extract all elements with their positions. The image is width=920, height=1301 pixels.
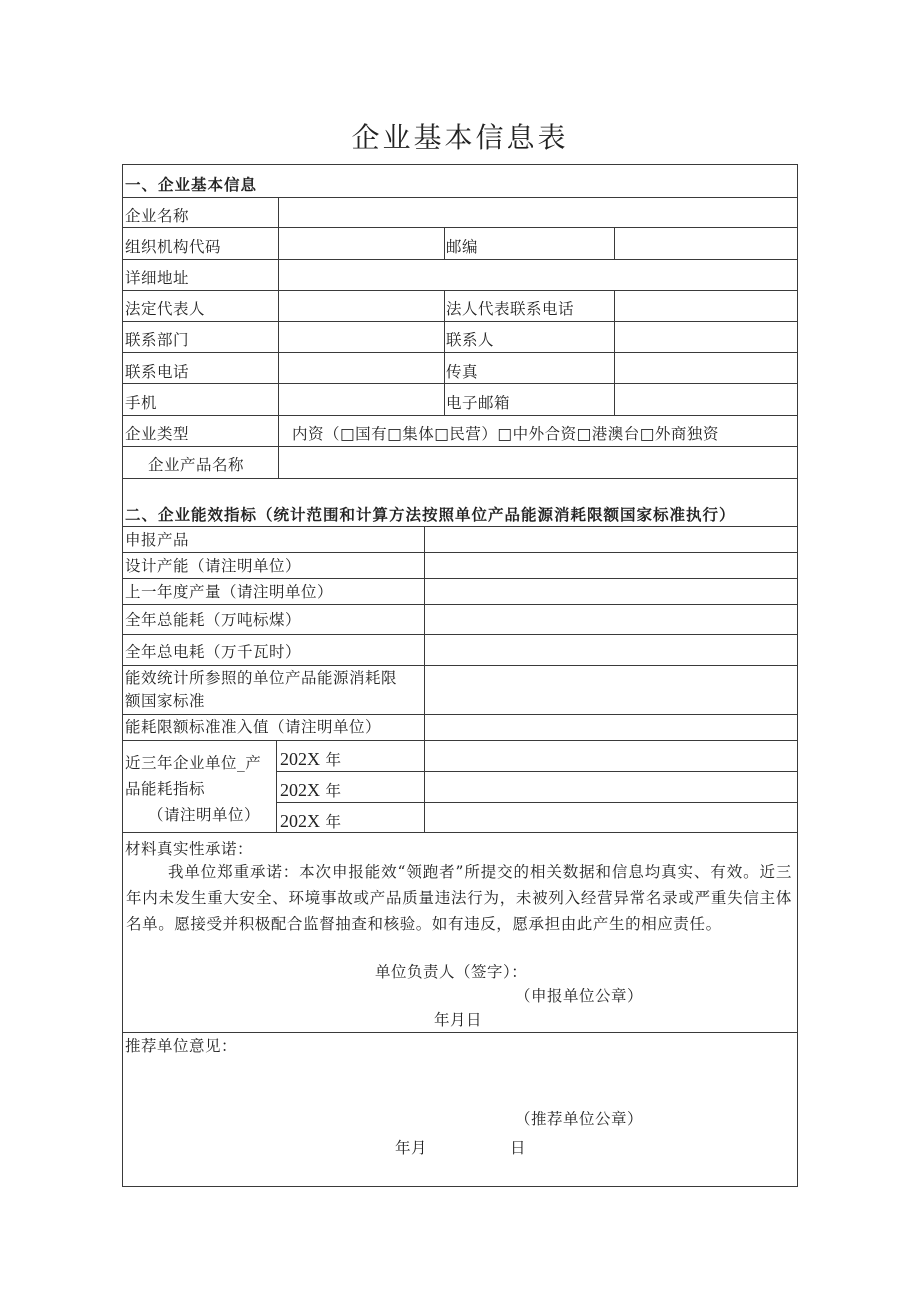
section2-heading: 二、企业能效指标（统计范围和计算方法按照单位产品能源消耗限额国家标准执行） bbox=[125, 505, 736, 524]
rule bbox=[122, 634, 798, 635]
form-border-left bbox=[122, 164, 123, 1187]
rule bbox=[122, 352, 798, 353]
rule bbox=[122, 478, 798, 479]
rule bbox=[276, 740, 277, 832]
year-row-2: 202X 年 bbox=[280, 780, 342, 800]
commitment-signer: 单位负责人（签字）： bbox=[375, 963, 528, 981]
address-label: 详细地址 bbox=[125, 269, 190, 287]
recommendation-date-year-month: 年月 bbox=[395, 1139, 428, 1157]
postcode-label: 邮编 bbox=[446, 238, 479, 256]
rule bbox=[122, 1032, 798, 1033]
rule bbox=[122, 526, 798, 527]
contact-person-label: 联系人 bbox=[446, 331, 495, 349]
rule bbox=[122, 227, 798, 228]
recommendation-date-day: 日 bbox=[510, 1139, 527, 1157]
commitment-seal: （申报单位公章） bbox=[515, 987, 644, 1005]
rule bbox=[122, 578, 798, 579]
rule bbox=[278, 197, 279, 478]
total-power-label: 全年总电耗（万千瓦时） bbox=[125, 643, 302, 661]
rule bbox=[444, 227, 445, 259]
rule bbox=[122, 383, 798, 384]
rule bbox=[122, 552, 798, 553]
rule bbox=[614, 227, 615, 259]
three-year-label-line3: （请注明单位） bbox=[148, 806, 261, 824]
page-title: 企业基本信息表 bbox=[351, 121, 569, 154]
recommendation-heading: 推荐单位意见： bbox=[125, 1037, 238, 1055]
rule bbox=[122, 665, 798, 666]
commitment-date: 年月日 bbox=[434, 1011, 483, 1029]
info-form bbox=[122, 164, 798, 1187]
standard-label-line2: 额国家标准 bbox=[125, 692, 206, 710]
last-year-output-label: 上一年度产量（请注明单位） bbox=[125, 583, 334, 601]
commitment-heading: 材料真实性承诺： bbox=[125, 840, 254, 858]
year-row-1: 202X 年 bbox=[280, 749, 342, 769]
total-energy-label: 全年总能耗（万吨标煤） bbox=[125, 611, 302, 629]
form-border-top bbox=[122, 164, 798, 165]
form-border-bottom bbox=[122, 1186, 798, 1187]
commitment-text: 我单位郑重承诺：本次申报能效“领跑者”所提交的相关数据和信息均真实、有效。近三年内未发生重大安全、环境事故或产品质量违法行为，未被列入经营异常名录或严重失信主体名单。愿接受并积极配合监督抽查和核验。如有违反，愿承担由此产生的相应责任。 bbox=[126, 863, 792, 933]
form-border-right bbox=[797, 164, 798, 1187]
rule bbox=[122, 415, 798, 416]
company-name-label: 企业名称 bbox=[125, 207, 190, 225]
rule bbox=[122, 321, 798, 322]
contact-dept-label: 联系部门 bbox=[125, 331, 190, 349]
section1-heading: 一、企业基本信息 bbox=[125, 175, 258, 194]
rule bbox=[122, 197, 798, 198]
recommendation-seal: （推荐单位公章） bbox=[515, 1110, 644, 1128]
mobile-label: 手机 bbox=[125, 394, 158, 412]
product-name-label: 企业产品名称 bbox=[148, 456, 245, 474]
company-type-label: 企业类型 bbox=[125, 425, 190, 443]
rule bbox=[122, 740, 798, 741]
three-year-label-line1: 近三年企业单位_产 bbox=[125, 754, 262, 772]
email-label: 电子邮箱 bbox=[446, 394, 511, 412]
rule bbox=[122, 604, 798, 605]
rule bbox=[444, 290, 445, 415]
contact-phone-label: 联系电话 bbox=[125, 363, 190, 381]
entry-value-label: 能耗限额标准准入值（请注明单位） bbox=[125, 718, 382, 736]
three-year-label-line2: 品能耗指标 bbox=[125, 780, 206, 798]
rule bbox=[276, 802, 798, 803]
rule bbox=[424, 526, 425, 832]
rule bbox=[276, 771, 798, 772]
rule bbox=[614, 290, 615, 415]
year-row-3: 202X 年 bbox=[280, 811, 342, 831]
rule bbox=[122, 290, 798, 291]
fax-label: 传真 bbox=[446, 363, 479, 381]
rule bbox=[122, 832, 798, 833]
rule bbox=[122, 259, 798, 260]
org-code-label: 组织机构代码 bbox=[125, 238, 222, 256]
declared-product-label: 申报产品 bbox=[125, 531, 190, 549]
rule bbox=[122, 446, 798, 447]
company-type-options[interactable]: 内资（□国有□集体□民营）□中外合资□港澳台□外商独资 bbox=[292, 425, 719, 443]
legal-rep-label: 法定代表人 bbox=[125, 300, 206, 318]
design-capacity-label: 设计产能（请注明单位） bbox=[125, 557, 302, 575]
legal-phone-label: 法人代表联系电话 bbox=[446, 300, 575, 318]
rule bbox=[122, 714, 798, 715]
standard-label-line1: 能效统计所参照的单位产品能源消耗限 bbox=[125, 669, 398, 687]
